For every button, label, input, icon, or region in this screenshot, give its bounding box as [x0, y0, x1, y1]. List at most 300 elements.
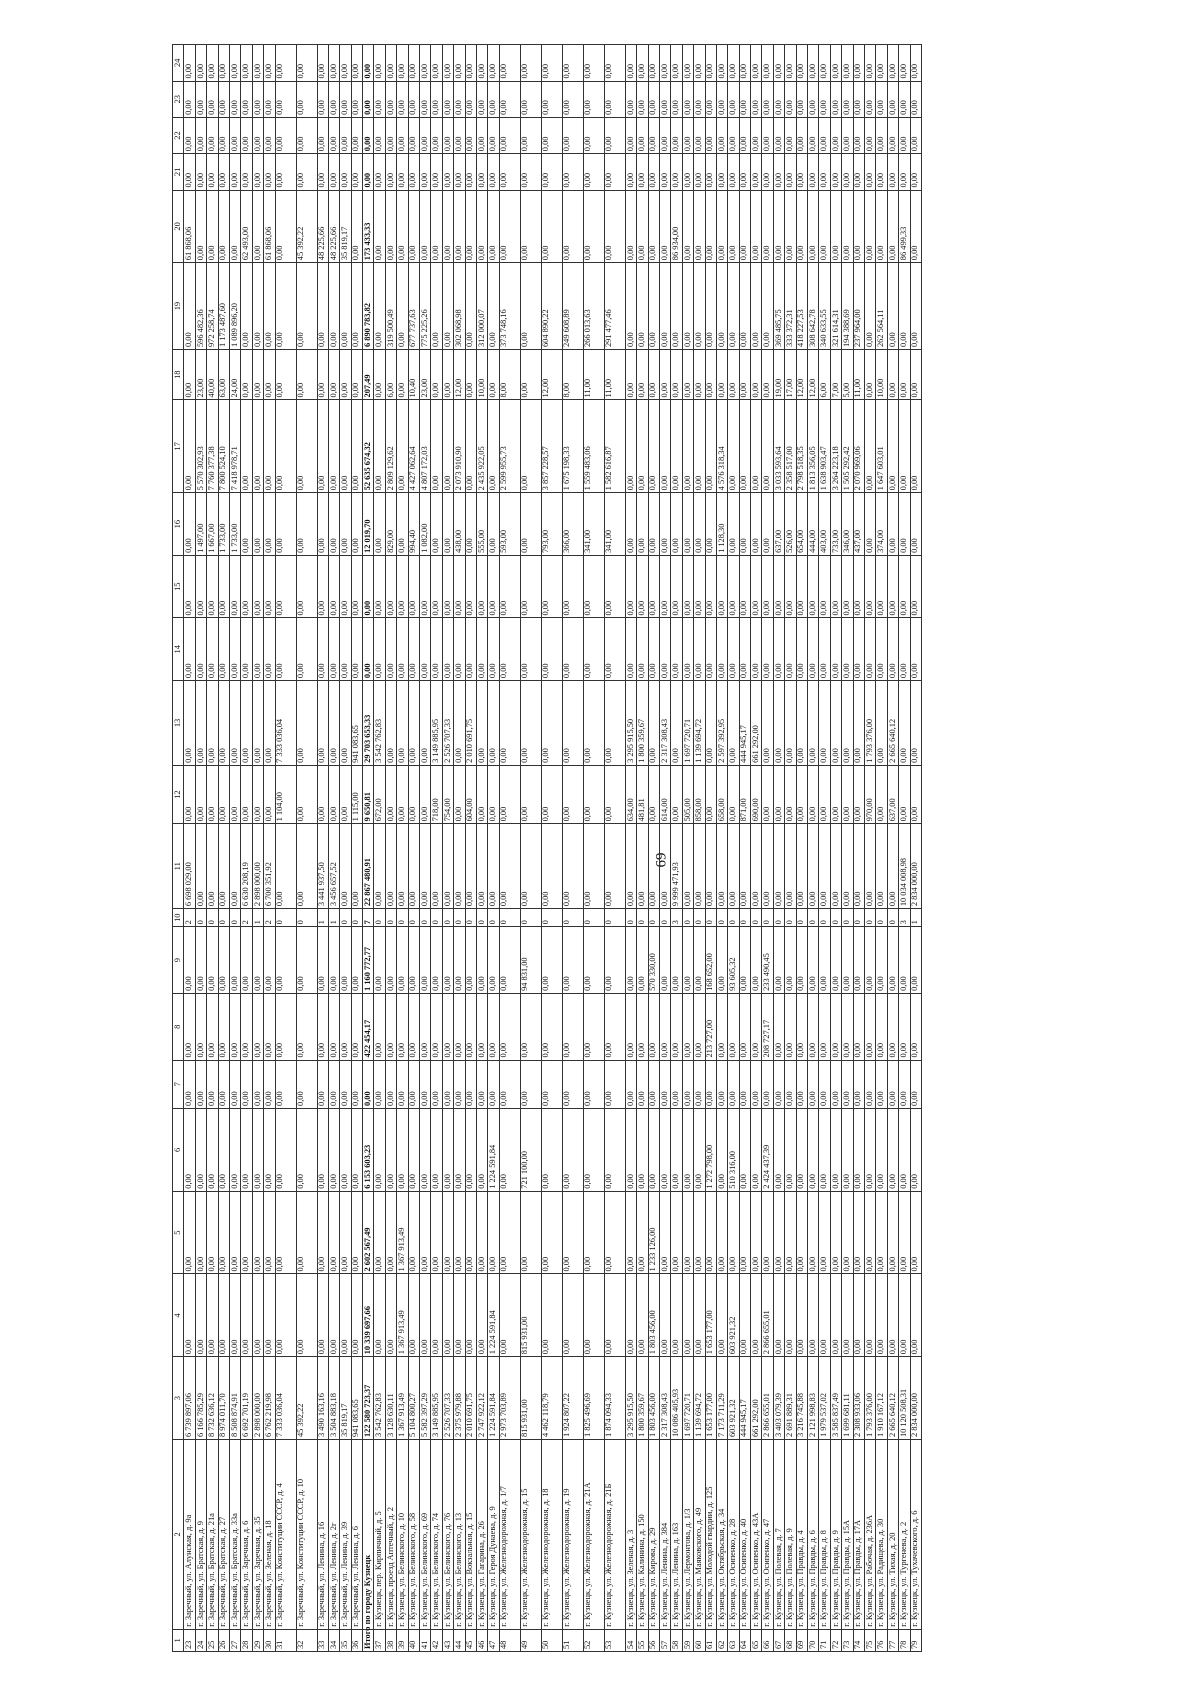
value-cell: 207,49: [363, 350, 374, 400]
value-cell: 0,00: [864, 1060, 875, 1108]
table-row: [808, 45, 819, 1652]
value-cell: 0,00: [296, 350, 317, 400]
value-cell: 0,00: [808, 117, 819, 153]
value-cell: 233 490,45: [762, 927, 773, 994]
value-cell: 0,00: [374, 824, 385, 909]
value-cell: 0,00: [275, 350, 296, 400]
value-cell: 0: [562, 909, 583, 927]
value-cell: 0,00: [317, 1274, 328, 1357]
value-cell: 0,00: [476, 154, 487, 190]
value-cell: 0,00: [328, 555, 339, 618]
value-cell: 0,00: [340, 1191, 351, 1274]
value-cell: 0,00: [705, 555, 716, 618]
value-cell: 0,00: [340, 824, 351, 909]
address-cell: г. Кузнецк, ул. Тухачевского, д. 6: [910, 1440, 921, 1630]
value-cell: 0,00: [876, 993, 887, 1060]
value-cell: 0,00: [431, 1274, 442, 1357]
value-cell: 1 224 591,84: [488, 1357, 499, 1440]
value-cell: 0,00: [671, 154, 682, 190]
column-number: 13: [173, 681, 184, 766]
value-cell: 0,00: [853, 81, 864, 117]
value-cell: 0,00: [808, 1108, 819, 1191]
column-number: 3: [173, 1357, 184, 1440]
value-cell: 0,00: [317, 765, 328, 824]
value-cell: 0,00: [887, 618, 898, 681]
value-cell: 0,00: [583, 681, 604, 766]
value-cell: 319 500,49: [385, 263, 396, 350]
value-cell: 0,00: [218, 927, 229, 994]
address-cell: г. Кузнецк, ул. Железнодорожная, д. 18: [541, 1440, 562, 1630]
value-cell: 0,00: [275, 1191, 296, 1274]
value-cell: 2 526 707,33: [442, 1357, 453, 1440]
address-cell: г. Заречный, ул. Ленина, д. 6: [351, 1440, 362, 1630]
value-cell: 12 019,70: [363, 493, 374, 556]
value-cell: 1 224 591,84: [488, 1108, 499, 1191]
value-cell: 0,00: [739, 81, 750, 117]
value-cell: 0,00: [785, 117, 796, 153]
value-cell: 0,00: [408, 45, 419, 82]
value-cell: 0,00: [762, 81, 773, 117]
value-cell: 0,00: [819, 1060, 830, 1108]
value-cell: 0,00: [830, 681, 841, 766]
value-cell: 0,00: [420, 618, 431, 681]
value-cell: 341,00: [583, 493, 604, 556]
value-cell: 168 652,00: [705, 927, 716, 994]
value-cell: 12,00: [808, 350, 819, 400]
value-cell: 0,00: [705, 765, 716, 824]
value-cell: 0,00: [887, 824, 898, 909]
value-cell: 0,00: [328, 618, 339, 681]
value-cell: 2 317 308,43: [659, 681, 670, 766]
table-row: [465, 45, 476, 1652]
value-cell: 0,00: [218, 618, 229, 681]
value-cell: 0,00: [442, 117, 453, 153]
table-row: [520, 45, 541, 1652]
value-cell: 0,00: [275, 117, 296, 153]
value-cell: 0,00: [604, 45, 625, 82]
value-cell: 302 068,98: [454, 263, 465, 350]
value-cell: 0,00: [773, 190, 784, 263]
value-cell: 0,00: [296, 927, 317, 994]
value-cell: 0,00: [442, 618, 453, 681]
value-cell: 0,00: [420, 117, 431, 153]
value-cell: 0,00: [716, 1274, 727, 1357]
value-cell: 0,00: [808, 1191, 819, 1274]
value-cell: 0,00: [207, 765, 218, 824]
value-cell: 0,00: [762, 45, 773, 82]
value-cell: 0,00: [465, 618, 476, 681]
value-cell: 1 224 591,84: [488, 1274, 499, 1357]
value-cell: 0,00: [218, 993, 229, 1060]
value-cell: 0,00: [705, 190, 716, 263]
value-cell: 0,00: [296, 1274, 317, 1357]
value-cell: 0,00: [751, 81, 762, 117]
value-cell: 5 104 800,27: [408, 1357, 419, 1440]
value-cell: 0,00: [385, 45, 396, 82]
value-cell: 0,00: [252, 493, 263, 556]
value-cell: 0,00: [351, 117, 362, 153]
address-cell: г. Заречный, ул. Ленина, д. 39: [340, 1440, 351, 1630]
value-cell: 0,00: [728, 117, 739, 153]
value-cell: 0,00: [682, 400, 693, 493]
value-cell: 0,00: [420, 81, 431, 117]
value-cell: 12,00: [541, 350, 562, 400]
value-cell: 0,00: [328, 45, 339, 82]
value-cell: 0,00: [363, 1060, 374, 1108]
value-cell: 0,00: [694, 154, 705, 190]
address-cell: г. Заречный, ул. Зеленая, д. 18: [264, 1440, 275, 1630]
value-cell: 321 614,31: [830, 263, 841, 350]
value-cell: 0,00: [887, 350, 898, 400]
value-cell: 775 225,26: [420, 263, 431, 350]
value-cell: 0,00: [541, 117, 562, 153]
value-cell: 815 931,00: [520, 1357, 541, 1440]
value-cell: 0,00: [910, 1274, 921, 1357]
value-cell: 0,00: [397, 681, 408, 766]
value-cell: 3 149 885,95: [431, 681, 442, 766]
column-number: 2: [173, 1440, 184, 1630]
table-row: [819, 45, 830, 1652]
value-cell: 0,00: [351, 81, 362, 117]
value-cell: 0: [808, 909, 819, 927]
value-cell: 0,00: [842, 45, 853, 82]
value-cell: 0,00: [808, 81, 819, 117]
value-cell: 0,00: [420, 45, 431, 82]
value-cell: 0,00: [465, 45, 476, 82]
table-row: [328, 45, 339, 1652]
table-row: [716, 45, 727, 1652]
value-cell: 0,00: [454, 45, 465, 82]
value-cell: 0,00: [625, 824, 636, 909]
value-cell: 0,00: [705, 263, 716, 350]
value-cell: 0,00: [659, 1108, 670, 1191]
value-cell: 0,00: [374, 1060, 385, 1108]
value-cell: 0,00: [694, 824, 705, 909]
value-cell: 0,00: [899, 1274, 910, 1357]
value-cell: 61 868,06: [264, 190, 275, 263]
value-cell: 0,00: [751, 1060, 762, 1108]
value-cell: 0,00: [739, 1191, 750, 1274]
row-number-cell: 68: [785, 1629, 796, 1651]
value-cell: 0,00: [604, 765, 625, 824]
value-cell: 0,00: [659, 1191, 670, 1274]
value-cell: 1 160 772,77: [363, 927, 374, 994]
value-cell: 0,00: [604, 927, 625, 994]
value-cell: 0,00: [887, 493, 898, 556]
value-cell: 0,00: [682, 927, 693, 994]
value-cell: 0,00: [476, 824, 487, 909]
address-cell: г. Заречный, ул. Заречная, д. 6: [241, 1440, 252, 1630]
value-cell: 0,00: [876, 1060, 887, 1108]
value-cell: 0,00: [716, 350, 727, 400]
value-cell: 0,00: [397, 154, 408, 190]
value-cell: 0,00: [694, 81, 705, 117]
value-cell: 0,00: [751, 350, 762, 400]
value-cell: 0,00: [694, 493, 705, 556]
value-cell: 0,00: [830, 824, 841, 909]
value-cell: 0,00: [218, 117, 229, 153]
value-cell: 0,00: [296, 555, 317, 618]
value-cell: 0,00: [562, 1108, 583, 1191]
value-cell: 3 542 762,83: [374, 1357, 385, 1440]
value-cell: 0,00: [195, 681, 206, 766]
value-cell: 6 698 029,00: [184, 824, 195, 909]
value-cell: 0,00: [520, 681, 541, 766]
value-cell: 0,00: [351, 400, 362, 493]
value-cell: 0,00: [659, 190, 670, 263]
value-cell: 0,00: [562, 765, 583, 824]
value-cell: 0: [431, 909, 442, 927]
value-cell: 718,00: [431, 765, 442, 824]
value-cell: 0,00: [842, 81, 853, 117]
value-cell: 0,00: [773, 927, 784, 994]
value-cell: 0,00: [229, 1108, 240, 1191]
value-cell: 0,00: [604, 81, 625, 117]
value-cell: 0,00: [229, 190, 240, 263]
value-cell: 1 367 913,49: [397, 1357, 408, 1440]
value-cell: 0,00: [252, 1274, 263, 1357]
value-cell: 0,00: [682, 618, 693, 681]
value-cell: 3 295 915,50: [625, 1357, 636, 1440]
value-cell: 0,00: [716, 1060, 727, 1108]
value-cell: 1 699 681,11: [842, 1357, 853, 1440]
value-cell: 0,00: [195, 45, 206, 82]
value-cell: 1: [317, 909, 328, 927]
value-cell: 0,00: [241, 117, 252, 153]
value-cell: 0,00: [385, 618, 396, 681]
value-cell: 593,00: [499, 493, 520, 556]
column-number: 20: [173, 190, 184, 263]
value-cell: 0,00: [899, 493, 910, 556]
value-cell: 0,00: [229, 1191, 240, 1274]
value-cell: 0: [637, 909, 648, 927]
value-cell: 0,00: [637, 618, 648, 681]
value-cell: 0,00: [716, 154, 727, 190]
row-number-cell: 66: [762, 1629, 773, 1651]
value-cell: 0: [604, 909, 625, 927]
value-cell: 0,00: [830, 81, 841, 117]
address-cell: г. Кузнецк, ул. Рабочая, д. 236А: [864, 1440, 875, 1630]
value-cell: 0,00: [796, 81, 807, 117]
value-cell: 0,00: [864, 493, 875, 556]
value-cell: 0,00: [842, 618, 853, 681]
value-cell: 3: [671, 909, 682, 927]
value-cell: 0,00: [739, 555, 750, 618]
address-cell: г. Кузнецк, ул. Тихая, д. 20: [887, 1440, 898, 1630]
value-cell: 0,00: [785, 824, 796, 909]
value-cell: 0,00: [317, 350, 328, 400]
value-cell: 262 564,11: [876, 263, 887, 350]
table-row: [296, 45, 317, 1652]
value-cell: 1 813 356,05: [808, 400, 819, 493]
value-cell: 0,00: [207, 1108, 218, 1191]
value-cell: 0,00: [420, 927, 431, 994]
value-cell: 0,00: [659, 824, 670, 909]
value-cell: 0,00: [796, 154, 807, 190]
value-cell: 0,00: [328, 1191, 339, 1274]
value-cell: 0,00: [454, 81, 465, 117]
table-row: [705, 45, 716, 1652]
value-cell: 0,00: [317, 400, 328, 493]
value-cell: 0,00: [442, 493, 453, 556]
row-number-cell: 50: [541, 1629, 562, 1651]
value-cell: 0,00: [229, 765, 240, 824]
value-cell: 1 367 913,49: [397, 1274, 408, 1357]
value-cell: 0,00: [671, 263, 682, 350]
value-cell: 0,00: [340, 1108, 351, 1191]
value-cell: 1 505 292,42: [842, 400, 853, 493]
value-cell: 0,00: [716, 927, 727, 994]
value-cell: 0,00: [317, 1191, 328, 1274]
value-cell: 3 857 228,57: [541, 400, 562, 493]
value-cell: 0,00: [340, 81, 351, 117]
value-cell: 0,00: [842, 190, 853, 263]
value-cell: 0,00: [340, 117, 351, 153]
value-cell: 0,00: [739, 993, 750, 1060]
value-cell: 0,00: [397, 993, 408, 1060]
value-cell: 570 330,00: [648, 927, 659, 994]
value-cell: 0,00: [864, 81, 875, 117]
value-cell: 0,00: [785, 681, 796, 766]
value-cell: 0,00: [762, 350, 773, 400]
value-cell: 0,00: [671, 117, 682, 153]
row-number-cell: 49: [520, 1629, 541, 1651]
value-cell: 0,00: [408, 81, 419, 117]
value-cell: 0,00: [842, 824, 853, 909]
address-cell: г. Кузнецк, ул. Белинского, д. 13: [454, 1440, 465, 1630]
value-cell: 0,00: [808, 555, 819, 618]
value-cell: 444 945,17: [739, 1357, 750, 1440]
value-cell: 0,00: [207, 45, 218, 82]
value-cell: 0,00: [184, 350, 195, 400]
value-cell: 0,00: [218, 765, 229, 824]
value-cell: 0,00: [583, 117, 604, 153]
value-cell: 0,00: [264, 681, 275, 766]
value-cell: 0,00: [583, 81, 604, 117]
value-cell: 0,00: [252, 681, 263, 766]
value-cell: 0,00: [583, 45, 604, 82]
value-cell: 0,00: [340, 350, 351, 400]
value-cell: 0,00: [716, 824, 727, 909]
value-cell: 0,00: [751, 1274, 762, 1357]
value-cell: 8,00: [562, 350, 583, 400]
value-cell: 0,00: [625, 993, 636, 1060]
value-cell: 0,00: [785, 1108, 796, 1191]
address-cell: г. Кузнецк, ул. Осипенко, д. 43А: [751, 1440, 762, 1630]
value-cell: 0,00: [728, 555, 739, 618]
value-cell: 0,00: [442, 824, 453, 909]
value-cell: 0,00: [796, 681, 807, 766]
value-cell: 0,00: [728, 190, 739, 263]
value-cell: 0,00: [218, 681, 229, 766]
value-cell: 0,00: [864, 1108, 875, 1191]
value-cell: 661 292,00: [751, 1357, 762, 1440]
value-cell: 2 798 518,35: [796, 400, 807, 493]
row-number-cell: 57: [659, 1629, 670, 1651]
value-cell: 0,00: [910, 1108, 921, 1191]
value-cell: 0,00: [583, 190, 604, 263]
row-number-cell: 58: [671, 1629, 682, 1651]
value-cell: 0,00: [887, 400, 898, 493]
value-cell: 0,00: [762, 765, 773, 824]
value-cell: 0,00: [876, 555, 887, 618]
table-row: [637, 45, 648, 1652]
row-number-cell: 63: [728, 1629, 739, 1651]
value-cell: 0,00: [351, 1274, 362, 1357]
value-cell: 0,00: [625, 1274, 636, 1357]
value-cell: 0,00: [241, 263, 252, 350]
value-cell: 0,00: [739, 824, 750, 909]
value-cell: 0,00: [218, 555, 229, 618]
value-cell: 0,00: [488, 45, 499, 82]
value-cell: 1 653 177,00: [705, 1357, 716, 1440]
table-row: [184, 45, 195, 1652]
value-cell: 1 667,00: [207, 493, 218, 556]
value-cell: 0,00: [275, 154, 296, 190]
value-cell: 596 482,36: [195, 263, 206, 350]
value-cell: 0,00: [488, 618, 499, 681]
value-cell: 0,00: [671, 1191, 682, 1274]
value-cell: 0,00: [241, 400, 252, 493]
value-cell: 0,00: [659, 1060, 670, 1108]
value-cell: 0,00: [499, 1274, 520, 1357]
value-cell: 0,00: [830, 555, 841, 618]
value-cell: 0,00: [648, 350, 659, 400]
value-cell: 0,00: [420, 190, 431, 263]
value-cell: 312 000,07: [476, 263, 487, 350]
value-cell: 0,00: [876, 81, 887, 117]
value-cell: 52 635 674,32: [363, 400, 374, 493]
value-cell: 0,00: [241, 765, 252, 824]
value-cell: 0,00: [625, 263, 636, 350]
value-cell: 0,00: [340, 493, 351, 556]
table-row: [241, 45, 252, 1652]
value-cell: 1 803 456,00: [648, 1357, 659, 1440]
value-cell: 0,00: [562, 824, 583, 909]
value-cell: 122 580 723,37: [363, 1357, 374, 1440]
value-cell: 0,00: [637, 154, 648, 190]
value-cell: 5 582 397,29: [420, 1357, 431, 1440]
value-cell: 0,00: [195, 1108, 206, 1191]
address-cell: г. Заречный, ул. Братская, д. 27: [218, 1440, 229, 1630]
value-cell: 0,00: [819, 824, 830, 909]
value-cell: 0,00: [808, 154, 819, 190]
value-cell: 0,00: [184, 681, 195, 766]
value-cell: 0,00: [328, 400, 339, 493]
value-cell: 0,00: [454, 154, 465, 190]
value-cell: 0,00: [442, 927, 453, 994]
value-cell: 0,00: [454, 993, 465, 1060]
value-cell: 94 831,00: [520, 927, 541, 994]
value-cell: 0,00: [275, 1060, 296, 1108]
value-cell: 0,00: [671, 993, 682, 1060]
value-cell: 0: [541, 909, 562, 927]
value-cell: 0,00: [296, 493, 317, 556]
value-cell: 941 083,65: [351, 681, 362, 766]
value-cell: 0,00: [541, 190, 562, 263]
row-number-cell: 39: [397, 1629, 408, 1651]
table-row: [887, 45, 898, 1652]
value-cell: 0,00: [374, 350, 385, 400]
value-cell: 0,00: [328, 993, 339, 1060]
value-cell: 0,00: [317, 45, 328, 82]
value-cell: 0,00: [819, 1191, 830, 1274]
value-cell: 0,00: [864, 824, 875, 909]
value-cell: 0,00: [830, 190, 841, 263]
value-cell: 0,00: [604, 1274, 625, 1357]
value-cell: 0,00: [241, 1274, 252, 1357]
value-cell: 0,00: [488, 765, 499, 824]
